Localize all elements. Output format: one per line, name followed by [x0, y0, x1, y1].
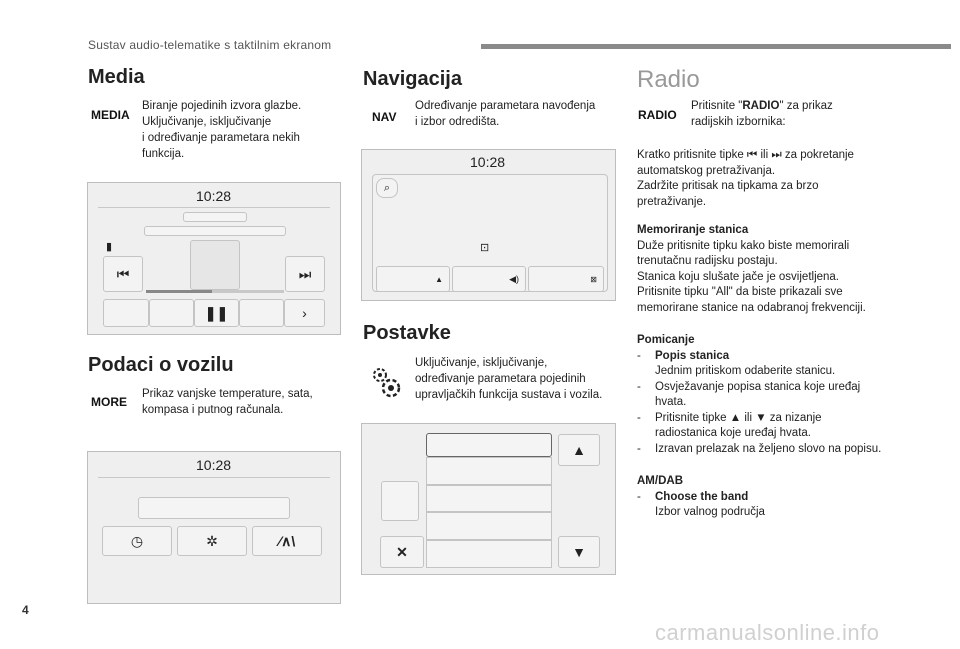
forward-button[interactable]	[284, 299, 325, 327]
memo-line: memorirane stanice na odabranoj frekvenciji.	[637, 301, 866, 314]
radio-search-line: pretraživanje.	[637, 195, 707, 208]
list-item: - Izravan prelazak na željeno slovo na popisu.	[637, 442, 881, 458]
divider	[98, 207, 330, 208]
nav-heading: Navigacija	[363, 68, 462, 90]
media-screen	[87, 182, 341, 335]
nav-options-button[interactable]	[528, 266, 604, 292]
band-title: AM/DAB	[637, 475, 683, 487]
vehicle-desc-line: Prikaz vanjske temperature, sata,	[142, 388, 313, 400]
radio-button-label: RADIO	[638, 108, 677, 122]
clock-button[interactable]	[102, 526, 172, 556]
settings-description	[415, 355, 602, 403]
settings-list-row[interactable]	[426, 485, 552, 512]
progress-fill	[146, 290, 212, 293]
media-desc-line: funkcija.	[142, 148, 185, 160]
settings-heading: Postavke	[363, 322, 451, 344]
settings-desc-line: upravljačkih funkcija sustava i vozila.	[415, 389, 603, 401]
settings-gear-icon	[369, 362, 403, 400]
list-item-title: Popis stanica	[655, 349, 730, 362]
list-item-text: Osvježavanje popisa stanica koje uređaj	[655, 380, 861, 393]
memo-line: Pritisnite tipku "All" da biste prikazali sve	[637, 286, 843, 298]
source-icon: ▮	[106, 241, 113, 253]
radio-search-line: automatskog pretraživanja.	[637, 164, 776, 177]
more-button-label: MORE	[91, 395, 127, 409]
settings-list-row[interactable]	[426, 540, 552, 568]
triangle-up-icon: ▲	[435, 274, 443, 284]
progress-track	[146, 290, 284, 293]
radio-intro-line: radijskih izbornika:	[691, 116, 786, 128]
radio-heading: Radio	[637, 66, 700, 93]
compass-button[interactable]	[177, 526, 247, 556]
divider	[98, 477, 330, 478]
list-item	[637, 395, 881, 411]
next-icon: ⏭	[298, 265, 312, 282]
memo-line: trenutačnu radijsku postaju.	[637, 255, 778, 267]
radio-band-section	[637, 474, 765, 521]
media-desc-line: i određivanje parametara nekih	[142, 132, 300, 144]
vehicle-desc-line: kompasa i putnog računala.	[142, 404, 284, 416]
close-button[interactable]	[380, 536, 424, 568]
artist-field	[144, 226, 286, 236]
vehicle-heading: Podaci o vozilu	[88, 354, 234, 376]
scroll-down-button[interactable]	[558, 536, 600, 568]
nav-desc-line: i izbor odredišta.	[415, 116, 500, 128]
memo-line: Stanica koju slušate jače je osvijetljena.	[637, 270, 840, 283]
media-desc-line: Uključivanje, isključivanje	[142, 116, 272, 128]
close-icon: ✕	[396, 543, 408, 560]
list-item-text: Jednim pritiskom odaberite stanicu.	[655, 365, 836, 377]
pause-icon: ❚❚	[204, 304, 229, 321]
nav-button-label: NAV	[372, 110, 397, 124]
previous-icon: ⏮	[116, 265, 130, 282]
radio-intro-pre: Pritisnite "	[691, 100, 743, 112]
radio-search-line: Kratko pritisnite tipke ⏮ ili ⏭ za pokretanje	[637, 149, 854, 161]
vehicle-screen-clock: 10:28	[196, 457, 232, 473]
memo-line: Duže pritisnite tipku kako biste memorirali	[637, 239, 850, 252]
settings-desc-line: Uključivanje, isključivanje,	[415, 357, 548, 369]
track-title-field	[183, 212, 247, 222]
scroll-title: Pomicanje	[637, 334, 695, 346]
radio-intro-bold: RADIO	[742, 100, 780, 112]
media-screen-clock: 10:28	[196, 188, 232, 204]
nav-volume-button[interactable]	[452, 266, 526, 292]
list-item-title: Choose the band	[655, 490, 749, 503]
info-field	[138, 497, 290, 519]
page-number: 4	[22, 603, 29, 617]
radio-search-line: Zadržite pritisak na tipkama za brzo	[637, 180, 819, 192]
settings-list-row[interactable]	[426, 512, 552, 540]
route-icon: ⊠	[590, 274, 597, 284]
list-item: - Choose the band	[637, 490, 765, 506]
map-search-button[interactable]	[376, 178, 398, 198]
vehicle-position-icon: ⊡	[480, 242, 490, 254]
media-heading: Media	[88, 66, 145, 88]
media-description	[142, 98, 301, 162]
radio-intro	[691, 98, 833, 130]
nav-screen	[361, 149, 616, 301]
radio-intro-post: " za prikaz	[779, 100, 833, 112]
radio-scroll-section	[637, 333, 881, 457]
media-control-1[interactable]	[103, 299, 149, 327]
list-item-text: radiostanica koje uređaj hvata.	[655, 427, 811, 439]
media-desc-line: Biranje pojedinih izvora glazbe.	[142, 100, 302, 112]
running-header: Sustav audio-telematike s taktilnim ekranom	[88, 38, 332, 52]
list-item	[637, 505, 765, 521]
nav-desc-line: Određivanje parametara navođenja	[415, 100, 596, 112]
list-item: - Osvježavanje popisa stanica koje uređaj	[637, 380, 881, 396]
clock-icon: ◷	[130, 532, 144, 549]
settings-thumbnail	[381, 481, 419, 521]
settings-screen	[361, 423, 616, 575]
list-item	[637, 364, 881, 380]
settings-desc-line: određivanje parametara pojedinih	[415, 373, 586, 385]
vehicle-screen	[87, 451, 341, 604]
radio-memo-section	[637, 223, 866, 316]
radio-intro-line	[691, 98, 833, 114]
next-track-button[interactable]	[285, 256, 325, 292]
triangle-down-icon: ▼	[572, 544, 586, 560]
memo-title: Memoriranje stanica	[637, 224, 749, 236]
settings-list-header	[426, 433, 552, 457]
vehicle-description	[142, 386, 313, 418]
nav-screen-clock: 10:28	[470, 154, 506, 170]
settings-list-row[interactable]	[426, 457, 552, 485]
compass-icon: ✲	[206, 532, 218, 549]
scroll-up-button[interactable]	[558, 434, 600, 466]
pause-button[interactable]	[194, 299, 239, 327]
nav-description	[415, 98, 595, 130]
chevron-right-icon: ›	[302, 305, 307, 321]
previous-track-button[interactable]	[103, 256, 143, 292]
trip-computer-button[interactable]	[252, 526, 322, 556]
list-item	[637, 426, 881, 442]
list-item-text: Izravan prelazak na željeno slovo na popisu.	[655, 442, 882, 455]
list-item: - Pritisnite tipke ▲ ili ▼ za nizanje	[637, 411, 881, 427]
volume-icon: ◀)	[509, 273, 519, 284]
list-item: - Popis stanica	[637, 349, 881, 365]
media-button-label: MEDIA	[91, 108, 130, 122]
header-rule	[481, 44, 951, 49]
triangle-up-icon: ▲	[572, 442, 586, 458]
watermark: carmanualsonline.info	[655, 620, 880, 645]
media-control-2[interactable]	[149, 299, 194, 327]
album-art	[190, 240, 240, 290]
list-item-text: hvata.	[655, 396, 687, 408]
list-item-text: Pritisnite tipke ▲ ili ▼ za nizanje	[655, 411, 822, 424]
media-control-4[interactable]	[239, 299, 284, 327]
list-item-text: Izbor valnog područja	[655, 506, 765, 518]
search-icon: ⌕	[383, 181, 391, 194]
nav-menu-button[interactable]	[376, 266, 450, 292]
road-icon: ⁄∧\	[278, 532, 296, 549]
radio-search-text	[637, 148, 854, 210]
